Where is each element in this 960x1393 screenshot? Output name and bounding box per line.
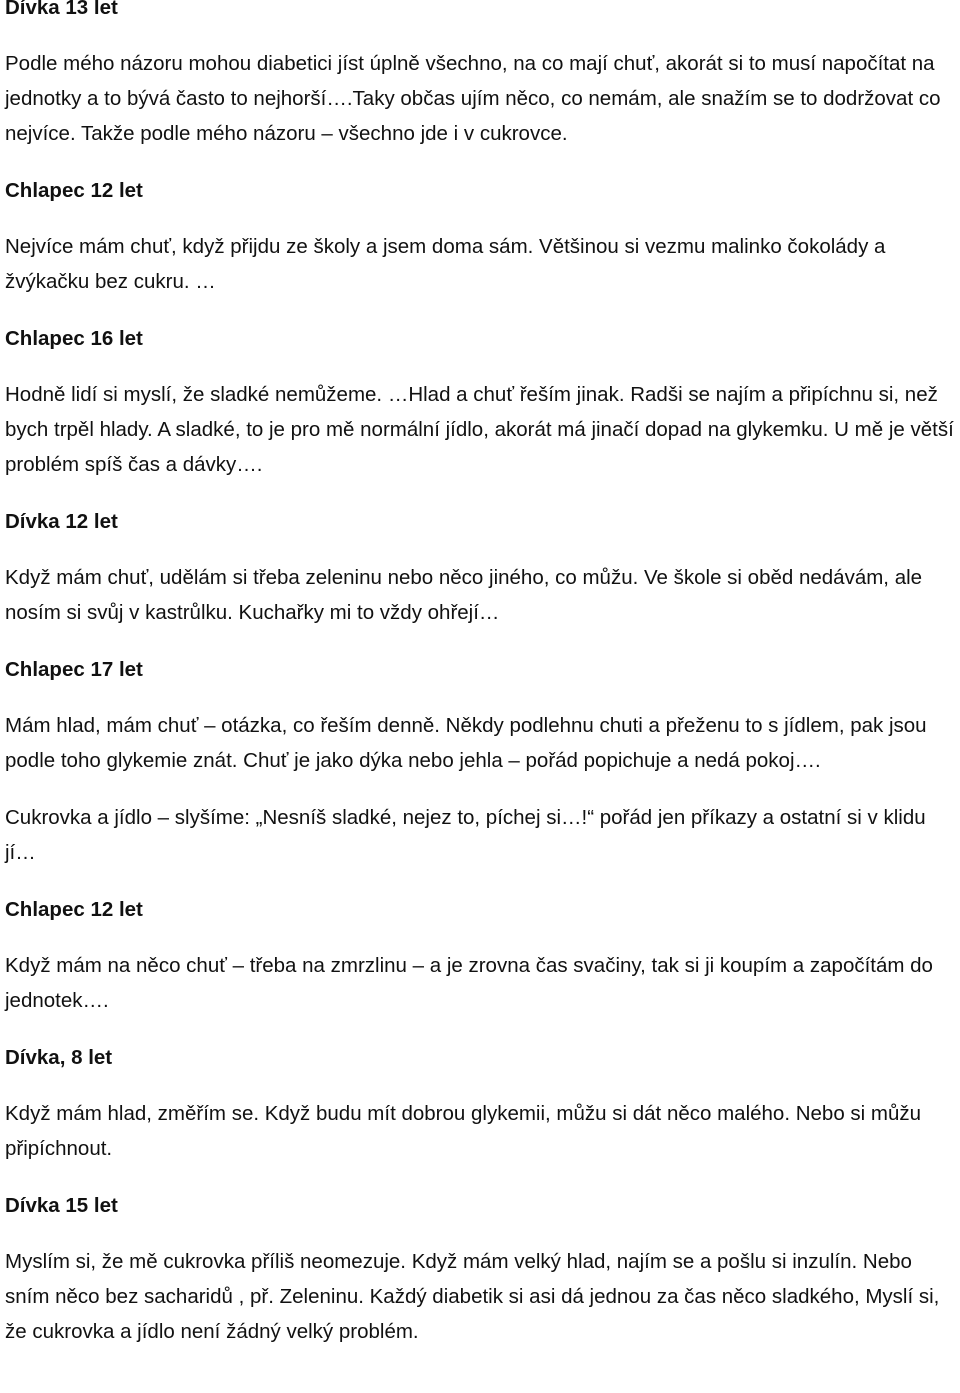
section-heading: Chlapec 16 let xyxy=(5,327,143,350)
section-paragraph: Když mám hlad, změřím se. Když budu mít dobrou glykemii, můžu si dát něco malého. Nebo si můžu připíchnout. xyxy=(5,1102,922,1160)
section-heading: Dívka, 8 let xyxy=(5,1046,113,1069)
section-heading: Dívka 15 let xyxy=(5,1194,118,1217)
section-paragraph: Mám hlad, mám chuť – otázka, co řeším denně. Někdy podlehnu chuti a přeženu to s jídlem, pak jsou podle toho glykemie znát. Chuť je jako dýka nebo jehla – pořád popichuje a nedá pokoj…. xyxy=(5,714,927,772)
document-page xyxy=(5,0,957,1349)
section-paragraph: Hodně lidí si myslí, že sladké nemůžeme. …Hlad a chuť řeším jinak. Radši se najím a připíchnu si, než bych trpěl hlady. A sladké, to je pro mě normální jídlo, akorát má jinačí dopad na glykemku. U mě je větší problém spíš čas a dávky…. xyxy=(5,383,954,476)
section-paragraph: Když mám na něco chuť – třeba na zmrzlinu – a je zrovna čas svačiny, tak si ji koupím a započítám do jednotek…. xyxy=(5,954,933,1012)
section-heading: Dívka 13 let xyxy=(5,0,118,19)
section-heading: Chlapec 12 let xyxy=(5,179,143,202)
section-paragraph: Nejvíce mám chuť, když přijdu ze školy a jsem doma sám. Většinou si vezmu malinko čokolády a žvýkačku bez cukru. … xyxy=(5,235,886,293)
section-heading: Chlapec 17 let xyxy=(5,658,143,681)
section-paragraph: Myslím si, že mě cukrovka příliš neomezuje. Když mám velký hlad, najím se a pošlu si inzulín. Nebo sním něco bez sacharidů , př. Zeleninu. Každý diabetik si asi dá jednou za čas něco sladkého, Myslí si, že cukrovka a jídlo není žádný velký problém. xyxy=(5,1250,940,1343)
section-heading: Dívka 12 let xyxy=(5,510,118,533)
section-paragraph: Když mám chuť, udělám si třeba zeleninu nebo něco jiného, co můžu. Ve škole si oběd nedávám, ale nosím si svůj v kastrůlku. Kuchařky mi to vždy ohřejí… xyxy=(5,566,923,624)
section-paragraph: Cukrovka a jídlo – slyšíme: „Nesníš sladké, nejez to, píchej si…!“ pořád jen příkazy a ostatní si v klidu jí… xyxy=(5,806,926,864)
section-paragraph: Podle mého názoru mohou diabetici jíst úplně všechno, na co mají chuť, akorát si to musí napočítat na jednotky a to bývá často to nejhorší….Taky občas ujím něco, co nemám, ale snažím se to dodržovat co nejvíce. Takže podle mého názoru – všechno jde i v cukrovce. xyxy=(5,52,941,145)
section-heading: Chlapec 12 let xyxy=(5,898,143,921)
